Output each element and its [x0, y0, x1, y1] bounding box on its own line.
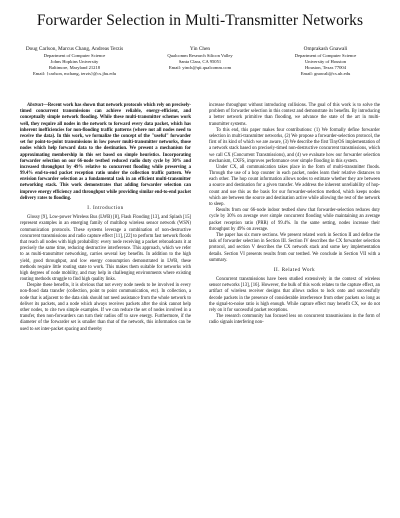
body-paragraph: Glossy [9], Low-power Wireless Bus (LWB) [8], Flash Flooding [13], and Splash [15] represent examples in an emerging family of multihop wireless sensor network (WSN) communication protocols. These systems leverage a combination of non-destructive concurrent transmissions and radio capture effect [11], [22] to perform fast network floods that reach all nodes with high probability: every node receiving a packet rebroadcasts it at precisely the same time, reducing destructive interference. This approach, which we refer to as multi-transmitter networking, carries several key benefits. In addition to the high yield, good throughput, and low energy consumption demonstrated in LWB, these methods require little routing state to work. This makes them suitable for networks with high degrees of node mobility, and may help in challenging environments where existing routing methods struggle to find high quality links.: [20, 215, 191, 283]
affiliation-line: Baltimore, Maryland 21218: [48, 65, 101, 71]
affiliation-line: Santa Clara, CA 95051: [178, 59, 222, 65]
abstract-text: —Recent work has shown that network protocols which rely on precisely-timed concurrent transmissions can achieve reliable, energy-efficient, and conceptually simple network flooding. While these multi-transmitter schemes work well, they require all nodes in the network to forward every data packet, which has inherent inefficiencies for non-flooding traffic patterns (where not all nodes need to receive the data). In this work, we formalize the concept of the "useful" forwarder set for point-to-point transmissions in low power multi-transmitter networks, those nodes which help forward data to the destination. We present a mechanism for approximating membership in this set based on simple heuristics. Incorporating forwarder selection on our 66-node testbed reduced radio duty cycle by 30% and increased throughput by 49% relative to concurrent flooding while preserving a 99.4% end-to-end packet reception ratio under the collection traffic pattern. We envision forwarder selection as a fundamental task in an efficient multi-transmitter networking stack. This work demonstrates that adding forwarder selection can improve energy efficiency and throughput while providing similar end-to-end packet delivery rates to flooding.: [20, 103, 191, 201]
body-paragraph: The paper has six more sections. We present related work in Section II and define the task of forwarder selection in Section III. Section IV describes the CX forwarder selection protocol, and section V describes the CX network stack and some key implementation details. Section VI presents results from our testbed. We conclude in Section VII with a summary.: [209, 232, 380, 263]
author-names: Doug Carlson, Marcus Chang, Andreas Terzis: [25, 46, 124, 52]
author-names: Omprakash Gnawali: [303, 46, 348, 52]
affiliation-uh: [263, 46, 388, 77]
body-paragraph: increase throughput without introducing collisions. The goal of this work is to solve the problem of forwarder selection in this context and demonstrate its benefits. By introducing a better network primitive than flooding, we advance the state of the art in multi-transmitter systems.: [209, 103, 380, 127]
abstract-lead: Abstract: [27, 103, 44, 108]
affiliation-email: Email: yinch@qti.qualcomm.com: [168, 65, 232, 71]
body-paragraph: Despite these benefits, it is obvious that not every node needs to be involved in every non-flood data transfer (collection, point to point communication, etc). In collection, a node that is adjacent to the data sink should not need assistance from the whole network to deliver its packets, and a node which always receives packets after the sink cannot help other nodes, to cite two simple examples. If we can reduce the set of nodes involved in a transfer, then non-forwarders can turn their radios off to save energy. Furthermore, if the diameter of the forwarder set is smaller than that of the network, this information can be used to set inter-packet spacing and thereby: [20, 283, 191, 332]
author-block: [12, 46, 388, 77]
affiliation-line: Department of Computer Science: [43, 53, 106, 59]
body-paragraph: Concurrent transmissions have been studied extensively in the context of wireless sensor networks [13], [16]. However, the bulk of this work relates to the capture effect, an artifact of wireless receiver designs that allows radios to lock onto and successfully decode packets in the presence of considerable interference from other packets so long as the signal-to-noise ratio is high enough. While capture effect may benefit CX, we do not rely on it for successful packet receptions.: [209, 277, 380, 313]
body-paragraph: The research community has focused less on concurrent transmissions in the form of radio signals interfering non-: [209, 314, 380, 326]
affiliation-email: Email: gnawali@cs.uh.edu: [300, 71, 351, 77]
paper-title: Forwarder Selection in Multi-Transmitter Networks: [36, 12, 364, 29]
left-column: [20, 103, 191, 333]
affiliation-line: Qualcomm Research Silicon Valley: [167, 53, 233, 59]
body-paragraph: To this end, this paper makes four contributions: (1) We formally define forwarder selection in multi-transmitter networks, (2) We propose a forwarder-selection protocol, the first of its kind of which we are aware, (3) We describe the first TinyOS implementation of a network stack based on precisely-timed non-destructive concurrent transmissions, which we call CX (Concurrent Transmissions), and (4) we evaluate how our forwarder selection mechanism, CXFS, improves performance over simple flooding in this system.: [209, 127, 380, 164]
affiliation-jhu: [12, 46, 137, 77]
affiliation-qualcomm: [138, 46, 263, 77]
affiliation-line: Houston, Texas 77004: [304, 65, 347, 71]
affiliation-line: University of Houston: [304, 59, 347, 65]
affiliation-email: Email: {carlson, mchang, terzis}@cs.jhu.edu: [32, 71, 116, 77]
author-names: Yin Chen: [189, 46, 211, 52]
body-paragraph: Under CX, all communication takes place in the form of multi-transmitter floods. Through the use of a hop counter in each packet, nodes learn their relative distances to each other. The hop count information allows nodes to estimate whether they are between a source and destination for a given transfer. We address the inherent unreliability of hop-count and use this as the basis for our forwarder-selection method, which keeps nodes which are between the source and destination active while allowing the rest of the network to sleep.: [209, 164, 380, 207]
body-paragraph: Results from our 66-node indoor testbed show that forwarder-selection reduces duty cycle by 30% on average over simple concurrent flooding while maintaining an average packet reception ratio (PRR) of 99.4%. In the same setting, nodes increase their throughput by 49% on average.: [209, 208, 380, 232]
affiliation-line: Department of Computer Science: [294, 53, 357, 59]
right-column: [209, 103, 380, 327]
affiliation-line: Johns Hopkins University: [50, 59, 99, 65]
abstract: [20, 103, 191, 202]
section-heading-related-work: II. Related Work: [273, 267, 316, 273]
section-heading-introduction: I. Introduction: [87, 206, 124, 211]
